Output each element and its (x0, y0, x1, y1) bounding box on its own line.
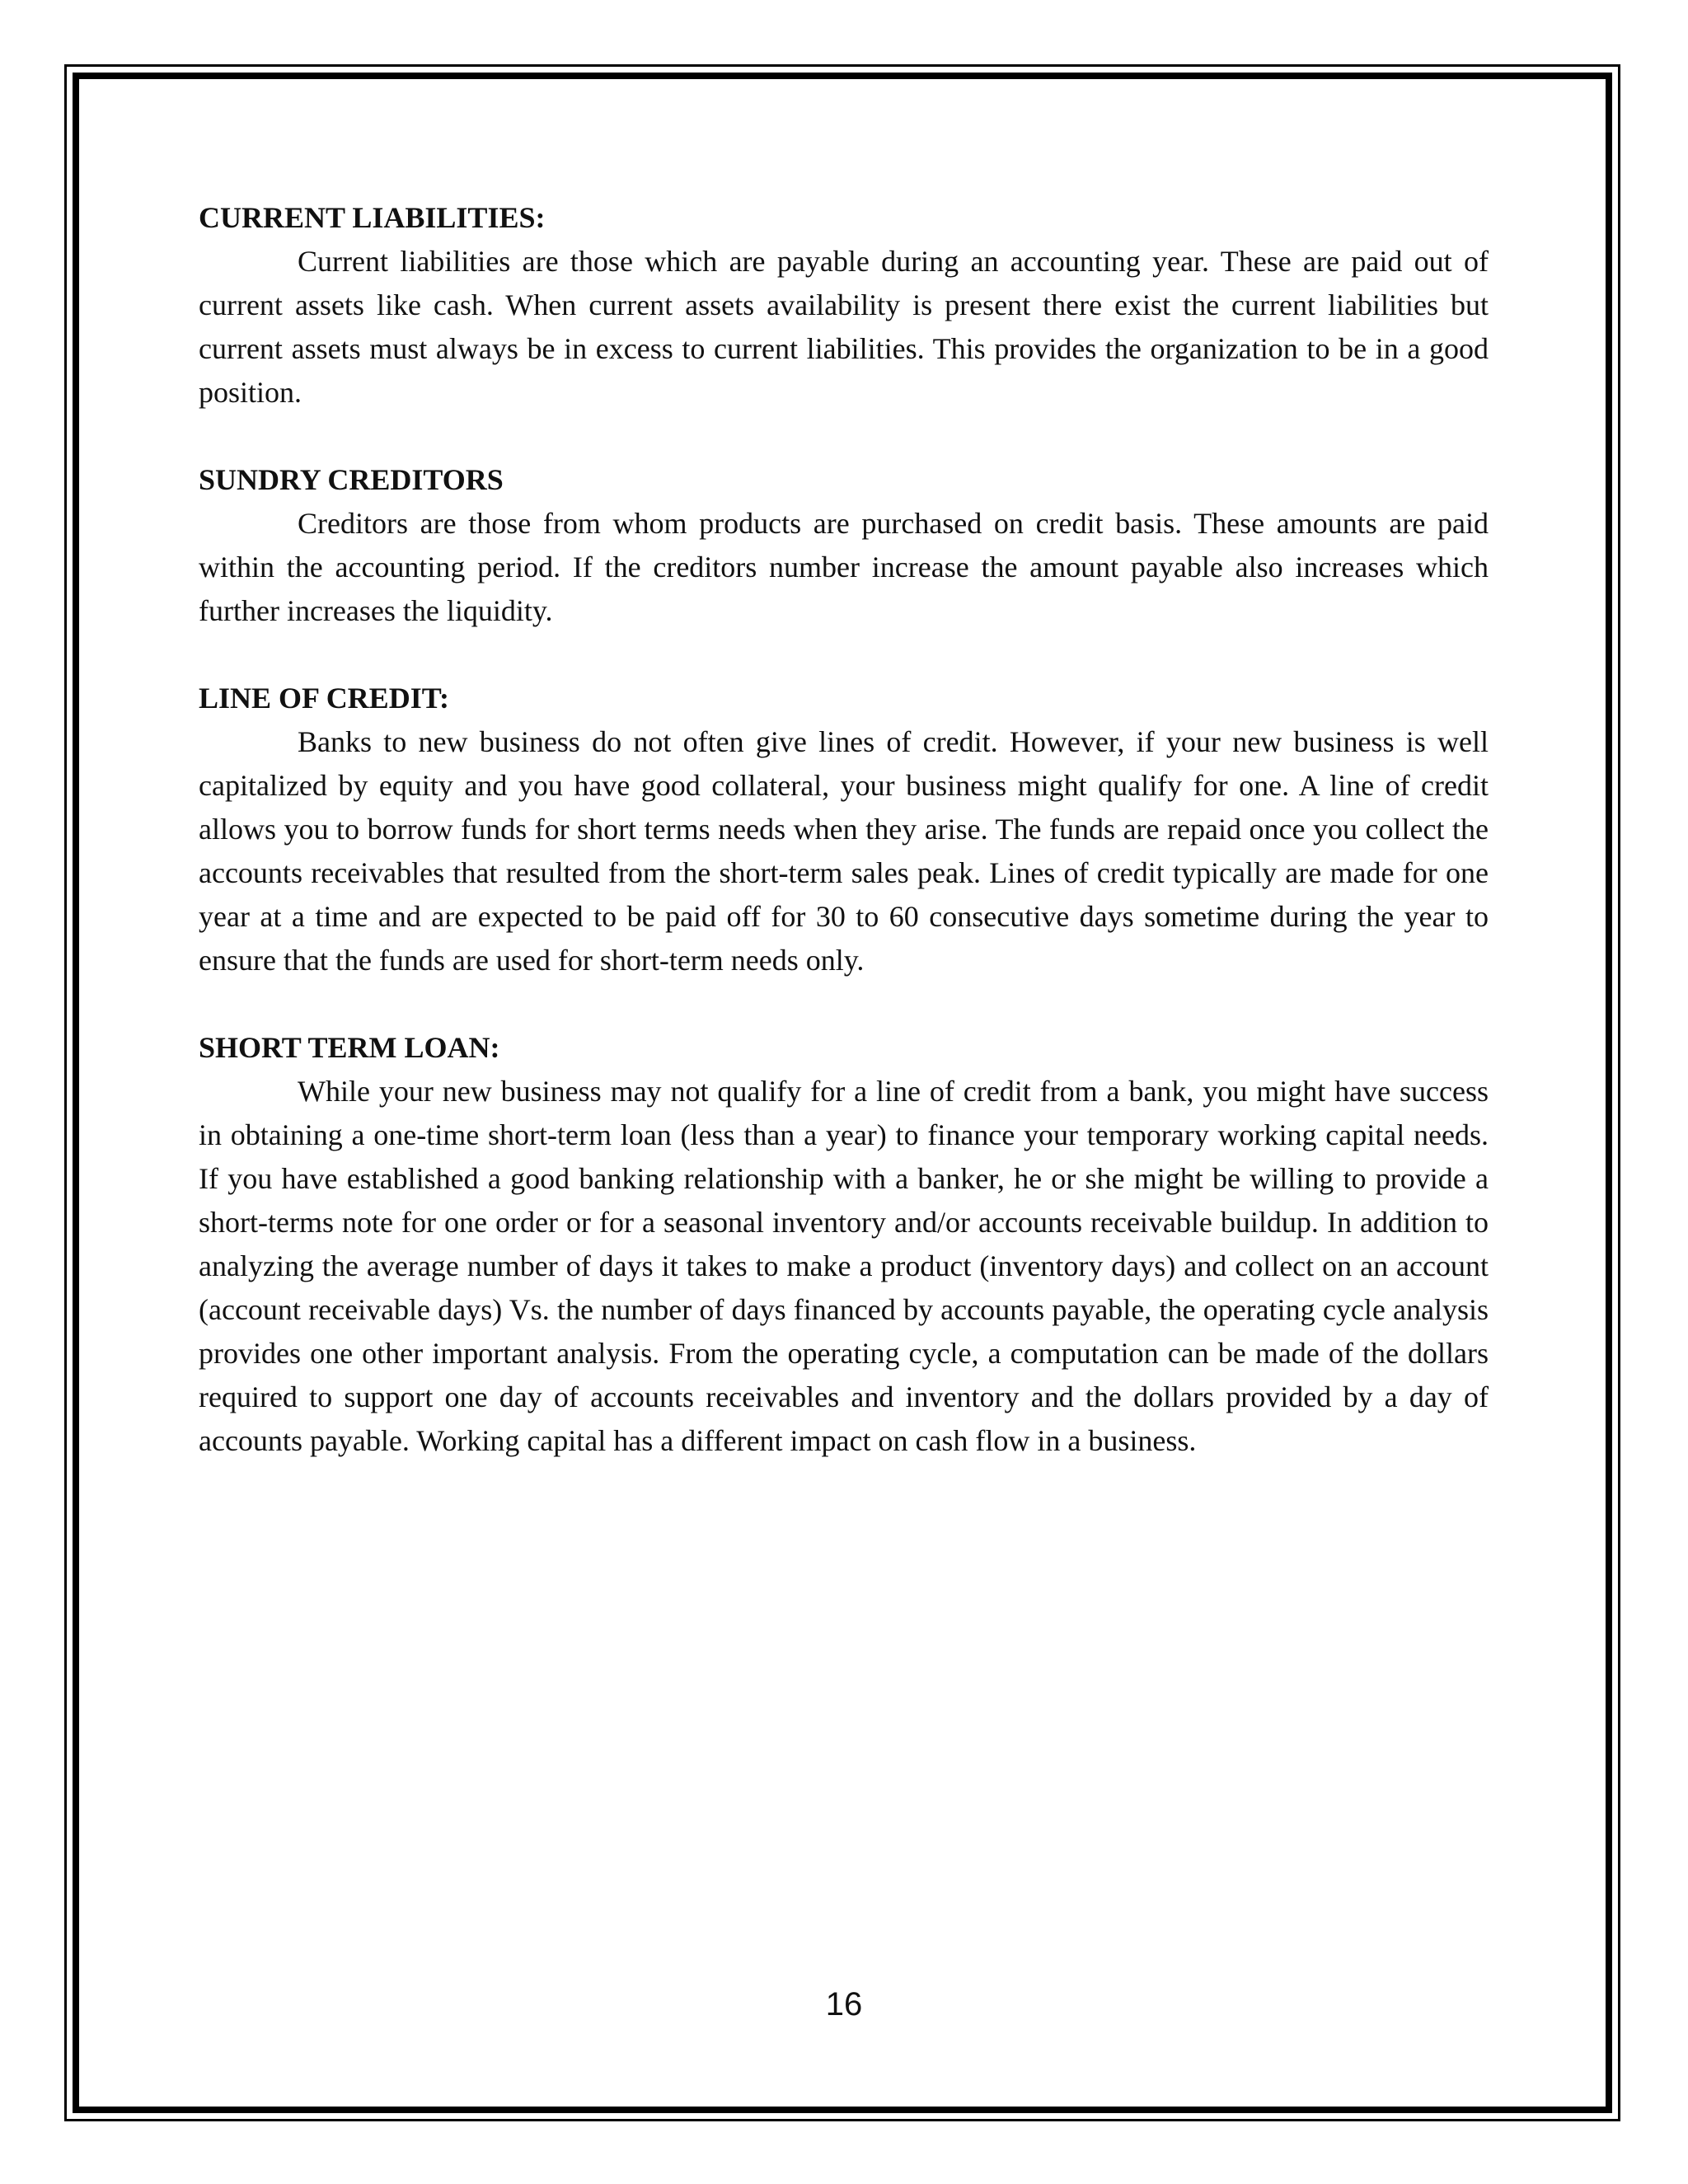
document-body (199, 196, 1489, 1507)
section-line-of-credit (199, 677, 1489, 982)
section-paragraph: Current liabilities are those which are payable during an accounting year. These are paid out of current assets like cash. When current assets availability is present there exist the current liabilities but current assets must always be in excess to current liabilities. This provides the organization to be in a good position. (199, 245, 1489, 409)
section-paragraph: Banks to new business do not often give lines of credit. However, if your new business is well capitalized by equity and you have good collateral, your business might qualify for one. A line of credit allows you to borrow funds for short terms needs when they arise. The funds are repaid once you collect the accounts receivables that resulted from the short-term sales peak. Lines of credit typically are made for one year at a time and are expected to be paid off for 30 to 60 consecutive days sometime during the year to ensure that the funds are used for short-term needs only. (199, 725, 1489, 977)
section-paragraph: Creditors are those from whom products are purchased on credit basis. These amounts are paid within the accounting period. If the creditors number increase the amount payable also increases which further increases the liquidity. (199, 507, 1489, 627)
section-current-liabilities (199, 196, 1489, 415)
section-sundry-creditors (199, 458, 1489, 633)
section-heading: SUNDRY CREDITORS (199, 463, 504, 496)
section-heading: SHORT TERM LOAN: (199, 1031, 500, 1064)
section-heading: CURRENT LIABILITIES: (199, 201, 546, 234)
section-paragraph: While your new business may not qualify for a line of credit from a bank, you might have success in obtaining a one-time short-term loan (less than a year) to finance your temporary working capital needs. If you have established a good banking relationship with a banker, he or she might be willing to provide a short-terms note for one order or for a seasonal inventory and/or accounts receivable buildup. In addition to analyzing the average number of days it takes to make a product (inventory days) and collect on an account (account receivable days) Vs. the number of days financed by accounts payable, the operating cycle analysis provides one other important analysis. From the operating cycle, a computation can be made of the dollars required to support one day of accounts receivables and inventory and the dollars provided by a day of accounts payable. Working capital has a different impact on cash flow in a business. (199, 1075, 1489, 1457)
section-heading: LINE OF CREDIT: (199, 682, 450, 715)
page-number: 16 (825, 1986, 863, 2022)
section-short-term-loan (199, 1026, 1489, 1463)
